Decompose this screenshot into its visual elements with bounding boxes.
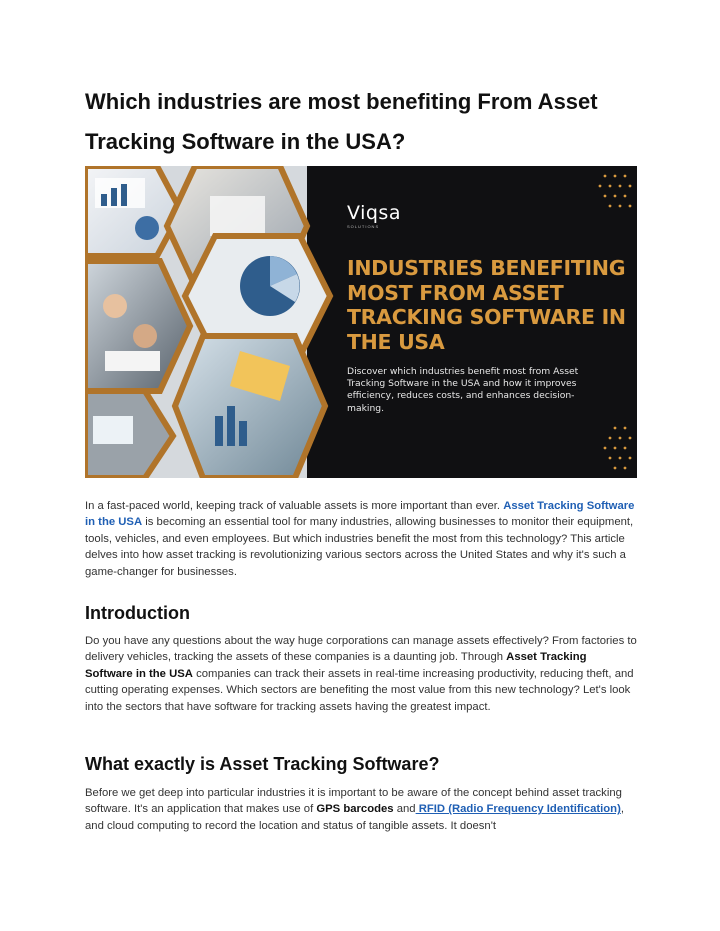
what-is-text-before: Before we get deep into particular industries it is important to be aware of the concept behind asset tracking software. It's an application that makes use of	[85, 787, 622, 816]
introduction-text-before: Do you have any questions about the way huge corporations can manage assets effectively? From factories to delivery vehicles, tracking the assets of these companies is a daunting job. Through	[85, 635, 637, 664]
what-is-text-after: , and cloud computing to record the location and status of tangible assets. It doesn't	[85, 803, 624, 832]
introduction-bold-term: Asset Tracking Software in the USA	[85, 651, 587, 680]
banner-heading: INDUSTRIES BENEFITING MOST FROM ASSET TRACKING SOFTWARE IN THE USA	[347, 256, 626, 354]
what-is-text-mid: and	[393, 803, 416, 816]
decorative-dots-top	[599, 175, 632, 208]
brand-logo-subtitle: SOLUTIONS	[347, 224, 380, 229]
page-title: Which industries are most benefiting From Asset Tracking Software in the USA?	[85, 89, 598, 154]
article-banner-image	[85, 166, 637, 478]
intro-text-before: In a fast-paced world, keeping track of valuable assets is more important than ever.	[85, 500, 504, 512]
intro-text-after: is becoming an essential tool for many industries, allowing businesses to monitor their equipment, tools, vehicles, and even employees. But which industries benefit the most from this technology? This article delves into how asset tracking is revolutionizing various sectors across the United States and why it's such a game-changer for businesses.	[85, 516, 634, 578]
introduction-paragraph	[85, 633, 637, 715]
banner-description: Discover which industries benefit most from Asset Tracking Software in the USA and how it improves efficiency, reduces costs, and enhances decision-making.	[347, 366, 579, 414]
what-is-heading: What exactly is Asset Tracking Software?	[85, 754, 440, 774]
decorative-dots-bottom	[604, 427, 632, 470]
asset-tracking-link[interactable]: Asset Tracking Software in the USA	[85, 500, 635, 529]
what-is-paragraph	[85, 785, 637, 834]
introduction-heading: Introduction	[85, 603, 190, 623]
brand-logo: Viqsa	[347, 202, 401, 224]
hexagon-photo-bottom-right	[175, 336, 325, 478]
rfid-link[interactable]: RFID (Radio Frequency Identification)	[415, 803, 621, 816]
gps-barcodes-term: GPS barcodes	[316, 803, 394, 816]
hexagon-photo-top-left	[85, 166, 181, 256]
intro-paragraph	[85, 498, 637, 580]
introduction-text-after: companies can track their assets in real-time increasing productivity, reducing theft, and cutting operating expenses. Which sectors are benefiting the most value from this new technology? Let's look into the sectors that have software for tracking assets having the greatest impact.	[85, 667, 634, 713]
